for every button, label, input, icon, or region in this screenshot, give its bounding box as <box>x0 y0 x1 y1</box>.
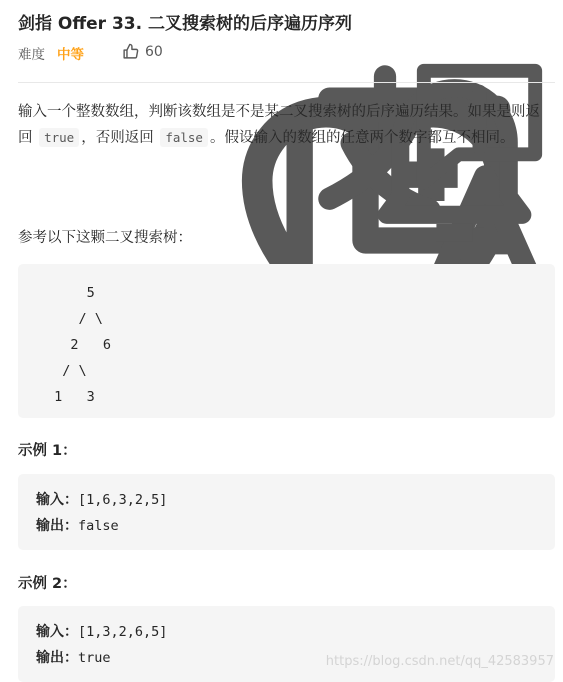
difficulty-label: 难度 <box>18 47 45 63</box>
example-output: true <box>78 650 111 666</box>
like-count: 60 <box>145 43 163 60</box>
example-2-title: 示例 2： <box>18 576 77 592</box>
tree-diagram-block <box>18 264 555 418</box>
example-2-block <box>18 606 555 682</box>
example-1-title: 示例 1： <box>18 443 77 459</box>
output-label: 输出： <box>36 517 78 533</box>
description-text: ，否则返回 <box>81 130 159 146</box>
description-text: 。假设输入的数组的任意两个数字都互不相同。 <box>209 130 515 146</box>
example-2-output-line <box>36 647 111 667</box>
problem-description <box>18 99 553 151</box>
example-1-block <box>18 474 555 550</box>
thumbs-up-icon <box>122 43 139 60</box>
header-divider <box>18 82 555 83</box>
watermark: https://blog.csdn.net/qq_42583957 <box>325 654 554 669</box>
difficulty-badge: 中等 <box>57 47 84 63</box>
description-text: 输入一个整数数组，判断该数组是不是某二叉搜索树的后序遍历结果。如果是则返回 <box>18 104 540 146</box>
example-1-output-line <box>36 515 119 535</box>
reference-label: 参考以下这颗二叉搜索树： <box>18 230 192 246</box>
inline-code: false <box>160 128 208 147</box>
example-input: [1,3,2,6,5] <box>78 624 168 640</box>
like-button[interactable] <box>122 43 163 60</box>
example-2-input-line <box>36 621 167 641</box>
example-input: [1,6,3,2,5] <box>78 492 168 508</box>
inline-code: true <box>39 128 79 147</box>
problem-title: 剑指 Offer 33. 二叉搜索树的后序遍历序列 <box>18 14 353 34</box>
example-output: false <box>78 518 119 534</box>
input-label: 输入： <box>36 623 78 639</box>
tree-diagram: 5 / \ 2 6 / \ 1 3 <box>54 285 112 405</box>
problem-meta-bar <box>18 42 163 64</box>
example-1-input-line <box>36 489 167 509</box>
input-label: 输入： <box>36 491 78 507</box>
output-label: 输出： <box>36 649 78 665</box>
